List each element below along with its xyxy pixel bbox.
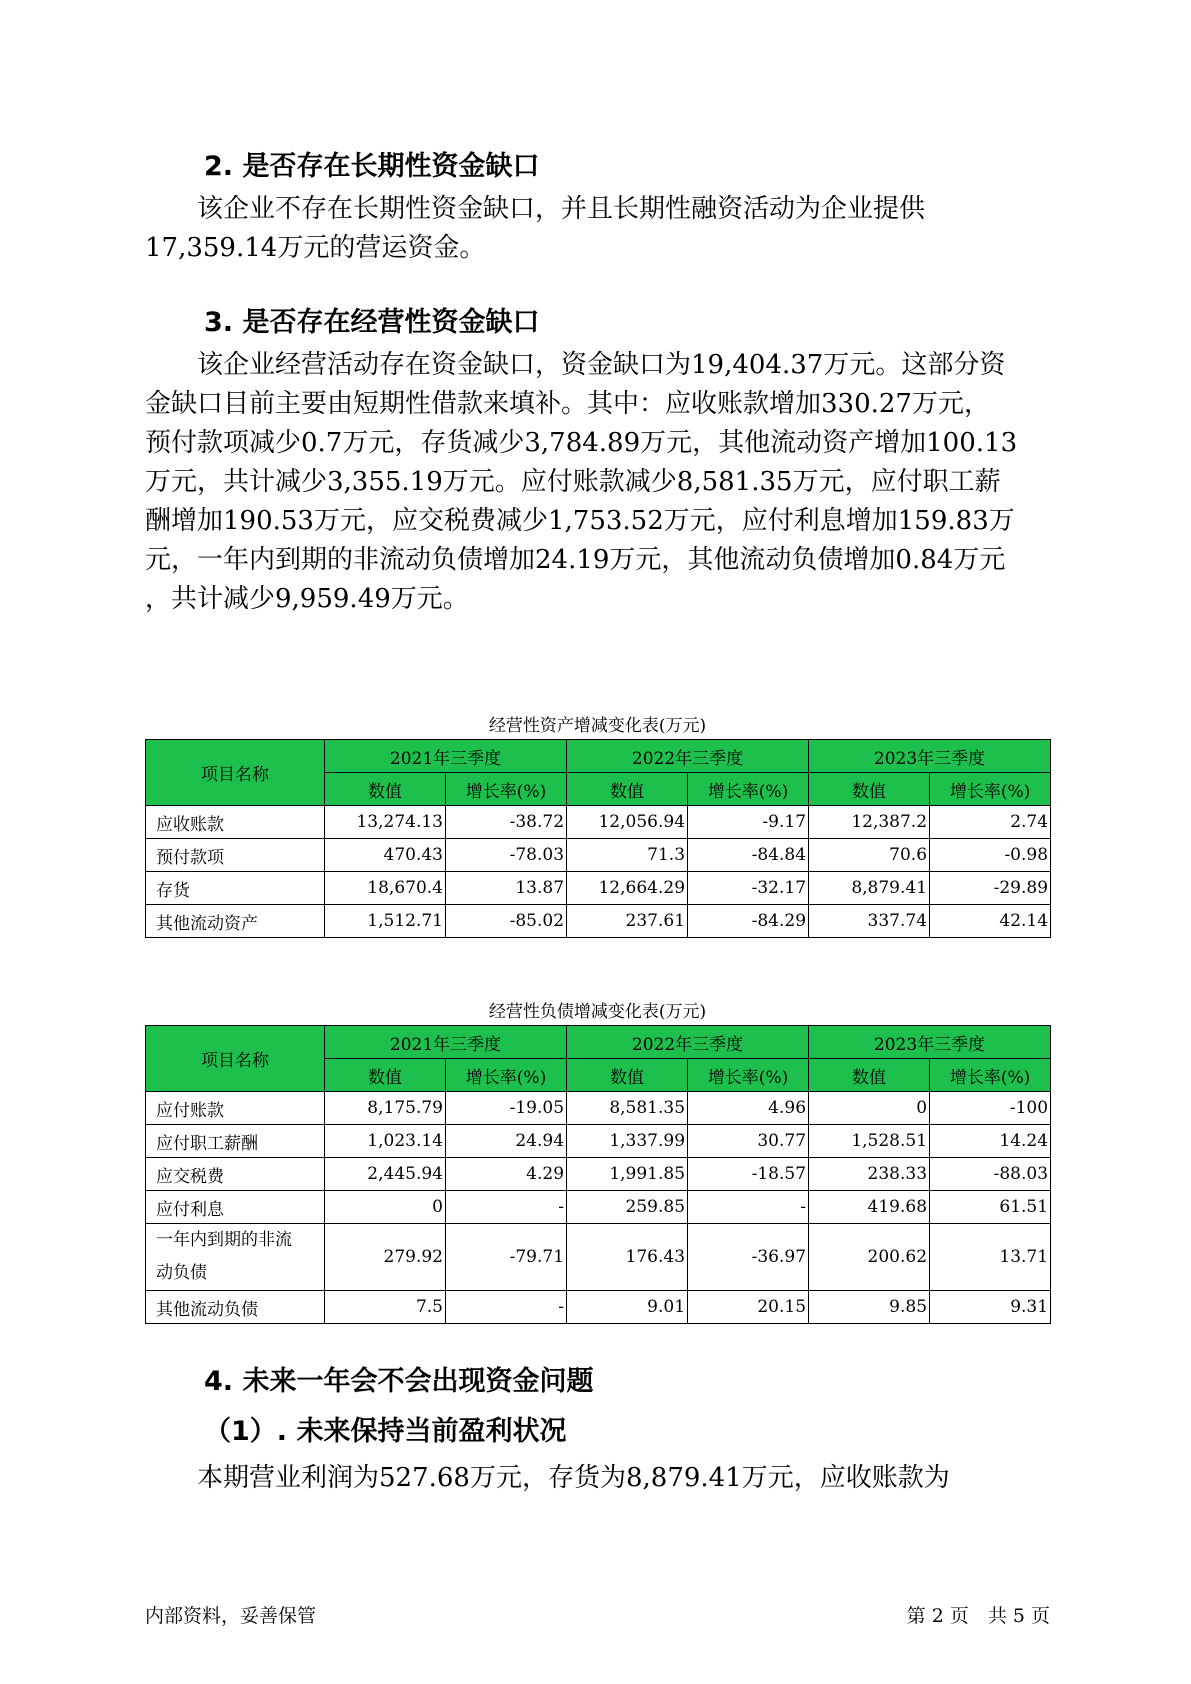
table-cell: 71.3 [567,839,688,872]
rate-header: 增长率(%) [688,1059,809,1092]
section-3-paragraph [145,346,1045,619]
table-cell: 13,274.13 [325,806,446,839]
table-cell: 8,879.41 [809,872,930,905]
table-cell: - [446,1191,567,1224]
table-row [146,806,1051,839]
table-cell: -19.05 [446,1092,567,1125]
footer-page-number: 第 2 页 共 5 页 [906,1605,1050,1627]
table-row [146,872,1051,905]
table-cell: 70.6 [809,839,930,872]
table-cell: 12,664.29 [567,872,688,905]
section-3-heading: 3. 是否存在经营性资金缺口 [204,307,540,338]
value-header: 数值 [325,773,446,806]
section-2-paragraph [145,190,1045,268]
row-name-line: 动负债 [156,1263,207,1283]
table-cell: 8,581.35 [567,1092,688,1125]
table-cell: 9.31 [930,1291,1051,1324]
table-cell: 0 [809,1092,930,1125]
item-name-header: 项目名称 [146,1026,325,1092]
table-row [146,1224,1051,1291]
paragraph-line: 该企业不存在长期性资金缺口，并且长期性融资活动为企业提供 [145,194,926,224]
row-name: 应付利息 [146,1191,325,1224]
rate-header: 增长率(%) [930,773,1051,806]
row-name: 应付职工薪酬 [146,1125,325,1158]
value-header: 数值 [809,773,930,806]
table-cell: 1,023.14 [325,1125,446,1158]
row-name-line: 一年内到期的非流 [156,1230,292,1250]
table-cell: 7.5 [325,1291,446,1324]
assets-table-title: 经营性资产增减变化表(万元) [488,716,707,736]
paragraph-line: 酬增加190.53万元，应交税费减少1,753.52万元，应付利息增加159.83万 [145,506,1015,536]
table-cell: -36.97 [688,1224,809,1291]
row-name: 应交税费 [146,1158,325,1191]
rate-header: 增长率(%) [446,1059,567,1092]
table-row [146,1291,1051,1324]
section-4-1-heading: （1）. 未来保持当前盈利状况 [204,1416,567,1447]
row-name: 应收账款 [146,806,325,839]
table-cell: 176.43 [567,1224,688,1291]
row-name: 预付款项 [146,839,325,872]
table-cell: -29.89 [930,872,1051,905]
assets-table [145,739,1051,938]
table-cell: 4.96 [688,1092,809,1125]
item-name-header: 项目名称 [146,740,325,806]
table-cell: -18.57 [688,1158,809,1191]
table-cell: 1,528.51 [809,1125,930,1158]
table-row [146,1125,1051,1158]
value-header: 数值 [567,1059,688,1092]
table-cell: -79.71 [446,1224,567,1291]
row-name: 其他流动负债 [146,1291,325,1324]
table-cell: -32.17 [688,872,809,905]
table-cell: 9.01 [567,1291,688,1324]
section-4-1-paragraph [145,1459,1045,1498]
row-name: 应付账款 [146,1092,325,1125]
row-name [146,1224,325,1291]
paragraph-line: 17,359.14万元的营运资金。 [145,233,486,263]
table-cell: -84.84 [688,839,809,872]
table-cell: - [446,1291,567,1324]
paragraph-line: 金缺口目前主要由短期性借款来填补。其中：应收账款增加330.27万元， [145,389,990,419]
table-cell: 13.87 [446,872,567,905]
table-cell: 200.62 [809,1224,930,1291]
rate-header: 增长率(%) [446,773,567,806]
paragraph-line: 该企业经营活动存在资金缺口，资金缺口为19,404.37万元。这部分资 [145,350,1006,380]
paragraph-line: 万元，共计减少3,355.19万元。应付账款减少8,581.35万元，应付职工薪 [145,467,1001,497]
period-header: 2021年三季度 [325,1026,567,1059]
table-cell: 42.14 [930,905,1051,938]
liabilities-table [145,1025,1051,1324]
table-cell: 24.94 [446,1125,567,1158]
period-header: 2022年三季度 [567,740,809,773]
period-header: 2023年三季度 [809,1026,1051,1059]
table-cell: 20.15 [688,1291,809,1324]
paragraph-line: 元，一年内到期的非流动负债增加24.19万元，其他流动负债增加0.84万元 [145,545,1006,575]
table-cell: -85.02 [446,905,567,938]
table-cell: 9.85 [809,1291,930,1324]
table-cell: 18,670.4 [325,872,446,905]
period-header: 2023年三季度 [809,740,1051,773]
table-cell: 61.51 [930,1191,1051,1224]
table-cell: 470.43 [325,839,446,872]
table-cell: 2,445.94 [325,1158,446,1191]
table-cell: 1,991.85 [567,1158,688,1191]
row-name: 其他流动资产 [146,905,325,938]
rate-header: 增长率(%) [930,1059,1051,1092]
table-cell: -38.72 [446,806,567,839]
footer-confidential-note: 内部资料，妥善保管 [145,1605,317,1627]
section-4-heading: 4. 未来一年会不会出现资金问题 [204,1366,594,1397]
table-cell: 238.33 [809,1158,930,1191]
table-row [146,1092,1051,1125]
row-name: 存货 [146,872,325,905]
table-row [146,839,1051,872]
table-cell: 237.61 [567,905,688,938]
table-cell: 419.68 [809,1191,930,1224]
table-cell: -84.29 [688,905,809,938]
table-cell: 337.74 [809,905,930,938]
table-row [146,905,1051,938]
section-2-heading: 2. 是否存在长期性资金缺口 [204,151,540,182]
table-cell: -88.03 [930,1158,1051,1191]
value-header: 数值 [809,1059,930,1092]
table-cell: 12,387.2 [809,806,930,839]
period-header: 2022年三季度 [567,1026,809,1059]
table-cell: -100 [930,1092,1051,1125]
value-header: 数值 [567,773,688,806]
paragraph-line: 本期营业利润为527.68万元，存货为8,879.41万元，应收账款为 [145,1463,950,1493]
table-cell: 1,337.99 [567,1125,688,1158]
table-cell: 259.85 [567,1191,688,1224]
paragraph-line: ，共计减少9,959.49万元。 [145,584,469,614]
table-cell: 2.74 [930,806,1051,839]
liabilities-table-title: 经营性负债增减变化表(万元) [488,1002,707,1022]
table-cell: 30.77 [688,1125,809,1158]
table-row [146,1191,1051,1224]
period-header: 2021年三季度 [325,740,567,773]
table-cell: 13.71 [930,1224,1051,1291]
table-cell: 0 [325,1191,446,1224]
value-header: 数值 [325,1059,446,1092]
paragraph-line: 预付款项减少0.7万元，存货减少3,784.89万元，其他流动资产增加100.13 [145,428,1018,458]
table-cell: -9.17 [688,806,809,839]
table-cell: - [688,1191,809,1224]
table-row [146,1158,1051,1191]
table-cell: 279.92 [325,1224,446,1291]
table-cell: 1,512.71 [325,905,446,938]
table-cell: 14.24 [930,1125,1051,1158]
table-cell: -0.98 [930,839,1051,872]
table-cell: 12,056.94 [567,806,688,839]
table-cell: 8,175.79 [325,1092,446,1125]
table-cell: -78.03 [446,839,567,872]
table-cell: 4.29 [446,1158,567,1191]
rate-header: 增长率(%) [688,773,809,806]
